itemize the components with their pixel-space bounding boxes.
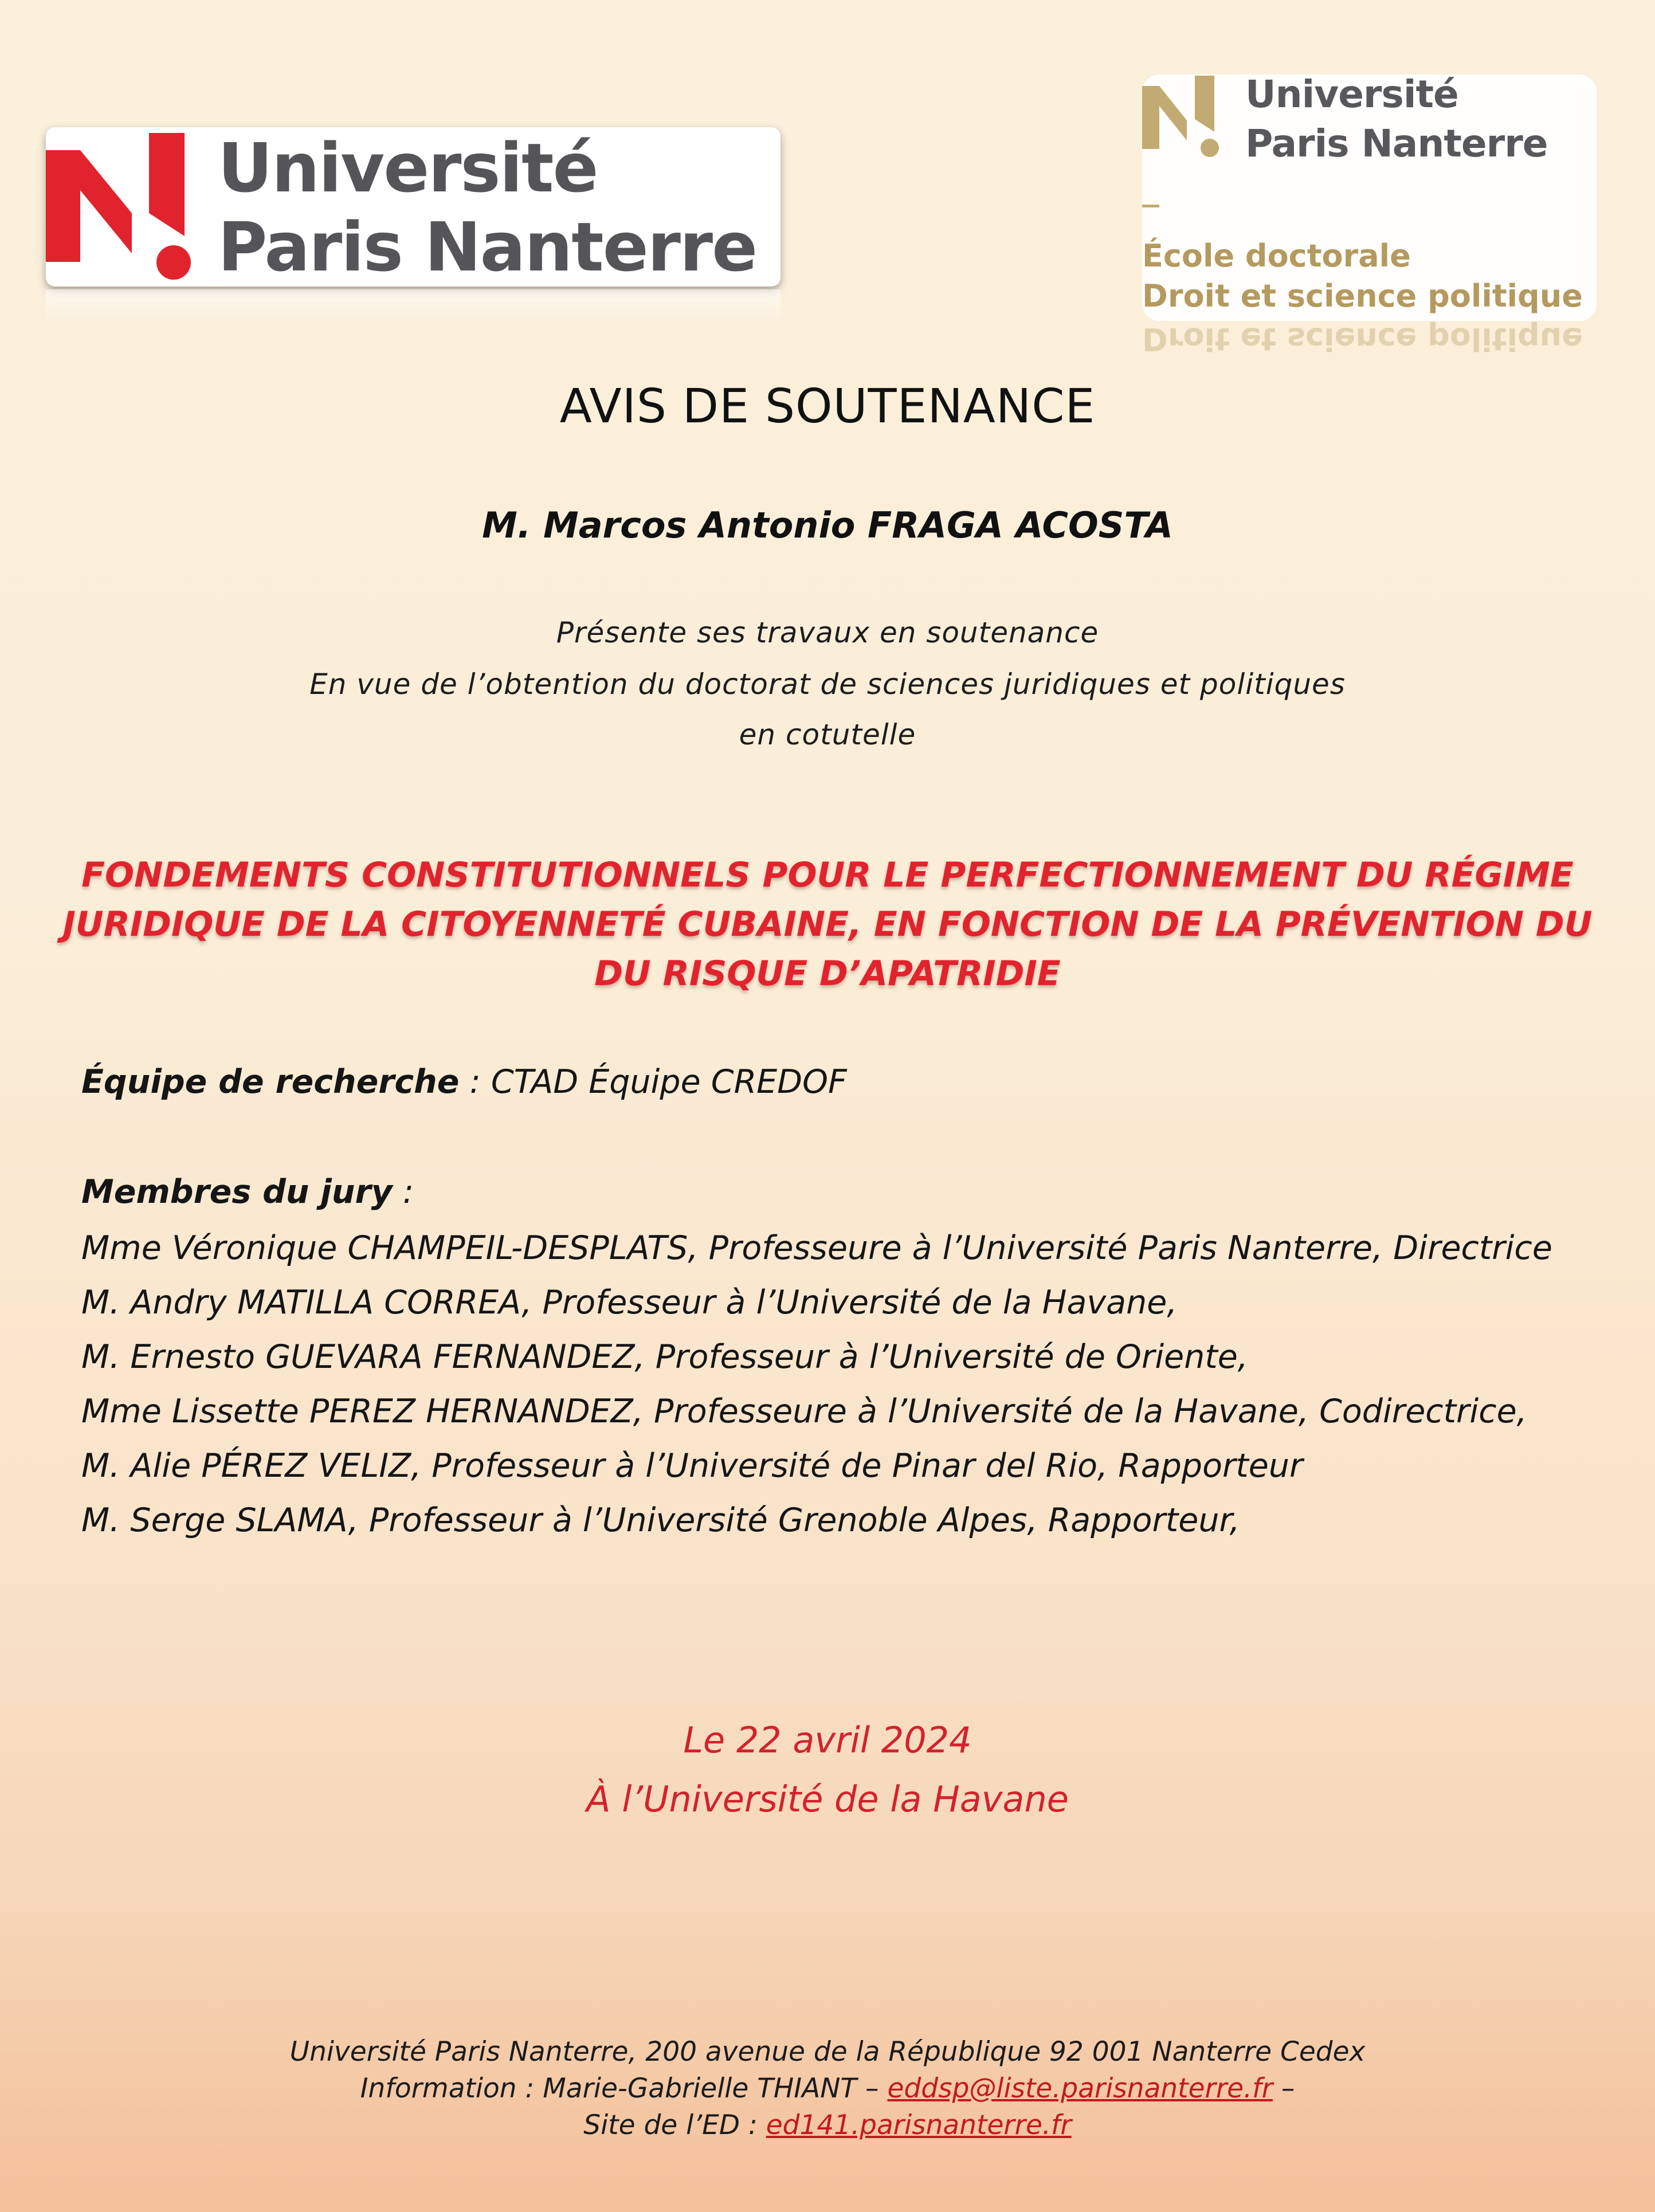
logo-left-line1: Université — [218, 128, 598, 207]
thesis-title-line-3: DU RISQUE D’APATRIDIE — [594, 954, 1061, 994]
jury-heading — [81, 1173, 414, 1211]
logo-right-line1: Université — [1245, 72, 1458, 116]
contact-email-link[interactable]: eddsp@liste.parisnanterre.fr — [887, 2073, 1273, 2104]
candidate-name: M. Marcos Antonio FRAGA ACOSTA — [482, 504, 1173, 546]
research-team-value: : CTAD Équipe CREDOF — [459, 1063, 847, 1101]
research-team-label: Équipe de recherche — [81, 1063, 460, 1101]
footer-info-suffix: – — [1272, 2073, 1295, 2104]
page-title: AVIS DE SOUTENANCE — [559, 379, 1096, 434]
logo-divider — [1142, 205, 1159, 207]
footer-info — [0, 2073, 1655, 2104]
footer-info-prefix: Information : Marie-Gabrielle THIANT – — [360, 2073, 888, 2104]
footer-site — [0, 2109, 1655, 2141]
research-team — [81, 1063, 847, 1101]
nanterre-gold-mark-icon — [1142, 74, 1234, 166]
thesis-title — [0, 850, 1655, 998]
subtitle-line-3: en cotutelle — [739, 718, 916, 751]
ecole-doctorale-field: Droit et science politique — [1142, 278, 1583, 314]
logo-reflection — [46, 289, 781, 324]
jury-suffix: : — [392, 1173, 414, 1211]
jury-member: M. Ernesto GUEVARA FERNANDEZ, Professeur à l’Université de Oriente, — [81, 1338, 1248, 1376]
logo-right-line2: Paris Nanterre — [1245, 121, 1548, 166]
defense-place: À l’Université de la Havane — [586, 1778, 1069, 1820]
universite-paris-nanterre-logo — [46, 127, 781, 287]
footer-site-prefix: Site de l’ED : — [583, 2109, 766, 2141]
jury-member: Mme Lissette PEREZ HERNANDEZ, Professeure à l’Université de la Havane, Codirectrice, — [81, 1393, 1527, 1430]
defense-date: Le 22 avril 2024 — [683, 1719, 972, 1761]
jury-member: Mme Véronique CHAMPEIL-DESPLATS, Professeure à l’Université Paris Nanterre, Directrice — [81, 1229, 1552, 1267]
nanterre-mark-icon — [46, 127, 206, 287]
jury-member: M. Alie PÉREZ VELIZ, Professeur à l’Université de Pinar del Rio, Rapporteur — [81, 1447, 1303, 1485]
ecole-doctorale-label: École doctorale — [1142, 238, 1411, 274]
ecole-doctorale-reflection: Droit et science politique — [1142, 321, 1583, 357]
ed-site-link[interactable]: ed141.parisnanterre.fr — [766, 2109, 1072, 2141]
subtitle-line-1: Présente ses travaux en soutenance — [556, 616, 1099, 649]
ecole-doctorale-logo — [1142, 72, 1597, 357]
footer-address: Université Paris Nanterre, 200 avenue de la République 92 001 Nanterre Cedex — [289, 2036, 1366, 2068]
jury-member: M. Andry MATILLA CORREA, Professeur à l’Université de la Havane, — [81, 1284, 1178, 1321]
jury-list — [81, 1225, 1552, 1552]
thesis-title-line-1: FONDEMENTS CONSTITUTIONNELS POUR LE PERFECTIONNEMENT DU RÉGIME — [81, 855, 1574, 895]
jury-member: M. Serge SLAMA, Professeur à l’Université Grenoble Alpes, Rapporteur, — [81, 1501, 1240, 1539]
logo-left-line2: Paris Nanterre — [218, 207, 757, 287]
jury-label: Membres du jury — [81, 1173, 393, 1211]
thesis-title-line-2: JURIDIQUE DE LA CITOYENNETÉ CUBAINE, EN FONCTION DE LA PRÉVENTION DU — [62, 904, 1593, 944]
subtitle-line-2: En vue de l’obtention du doctorat de sciences juridiques et politiques — [309, 668, 1346, 701]
